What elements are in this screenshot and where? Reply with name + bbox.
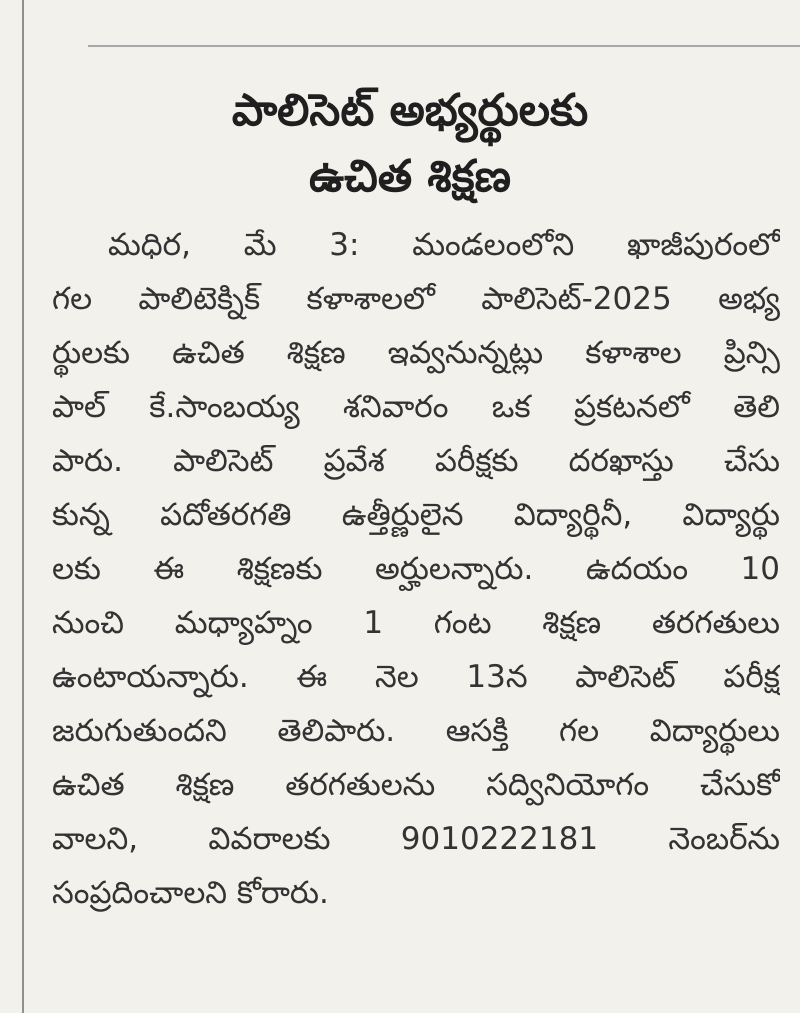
article-headline	[30, 78, 790, 210]
column-rule-left	[22, 0, 24, 1013]
body-line: ఉచిత శిక్షణ తరగతులను సద్వినియోగం చేసుకో	[52, 767, 780, 803]
body-line: కున్న పదోతరగతి ఉత్తీర్ణులైన విద్యార్థినీ, విద్యార్థు	[52, 497, 780, 533]
headline-line-1: పాలిసెట్ అభ్యర్థులకు	[231, 85, 589, 136]
body-line: లకు ఈ శిక్షణకు అర్హులన్నారు. ఉదయం 10	[52, 551, 780, 587]
body-line: వాలని, వివరాలకు 9010222181 నెంబర్‌ను	[52, 821, 780, 857]
body-line: ర్థులకు ఉచిత శిక్షణ ఇవ్వనున్నట్లు కళాశాల ప్రిన్సి	[52, 335, 780, 371]
body-line: పారు. పాలిసెట్ ప్రవేశ పరీక్షకు దరఖాస్తు చేసు	[52, 443, 780, 479]
body-line: సంప్రదించాలని కోరారు.	[52, 875, 329, 911]
body-line: మధిర, మే 3: మండలంలోని ఖాజీపురంలో	[108, 227, 780, 263]
article-body	[52, 218, 780, 920]
body-line: జరుగుతుందని తెలిపారు. ఆసక్తి గల విద్యార్థులు	[52, 713, 780, 749]
body-line: ఉంటాయన్నారు. ఈ నెల 13న పాలిసెట్ పరీక్ష	[52, 659, 780, 695]
article-separator-line	[88, 45, 800, 47]
body-line: గల పాలిటెక్నిక్ కళాశాలలో పాలిసెట్-2025 అభ్య	[52, 281, 780, 317]
body-line: నుంచి మధ్యాహ్నం 1 గంట శిక్షణ తరగతులు	[52, 605, 780, 641]
headline-line-2: ఉచిత శిక్షణ	[309, 151, 511, 202]
body-line: పాల్ కే.సాంబయ్య శనివారం ఒక ప్రకటనలో తెలి	[52, 389, 780, 425]
